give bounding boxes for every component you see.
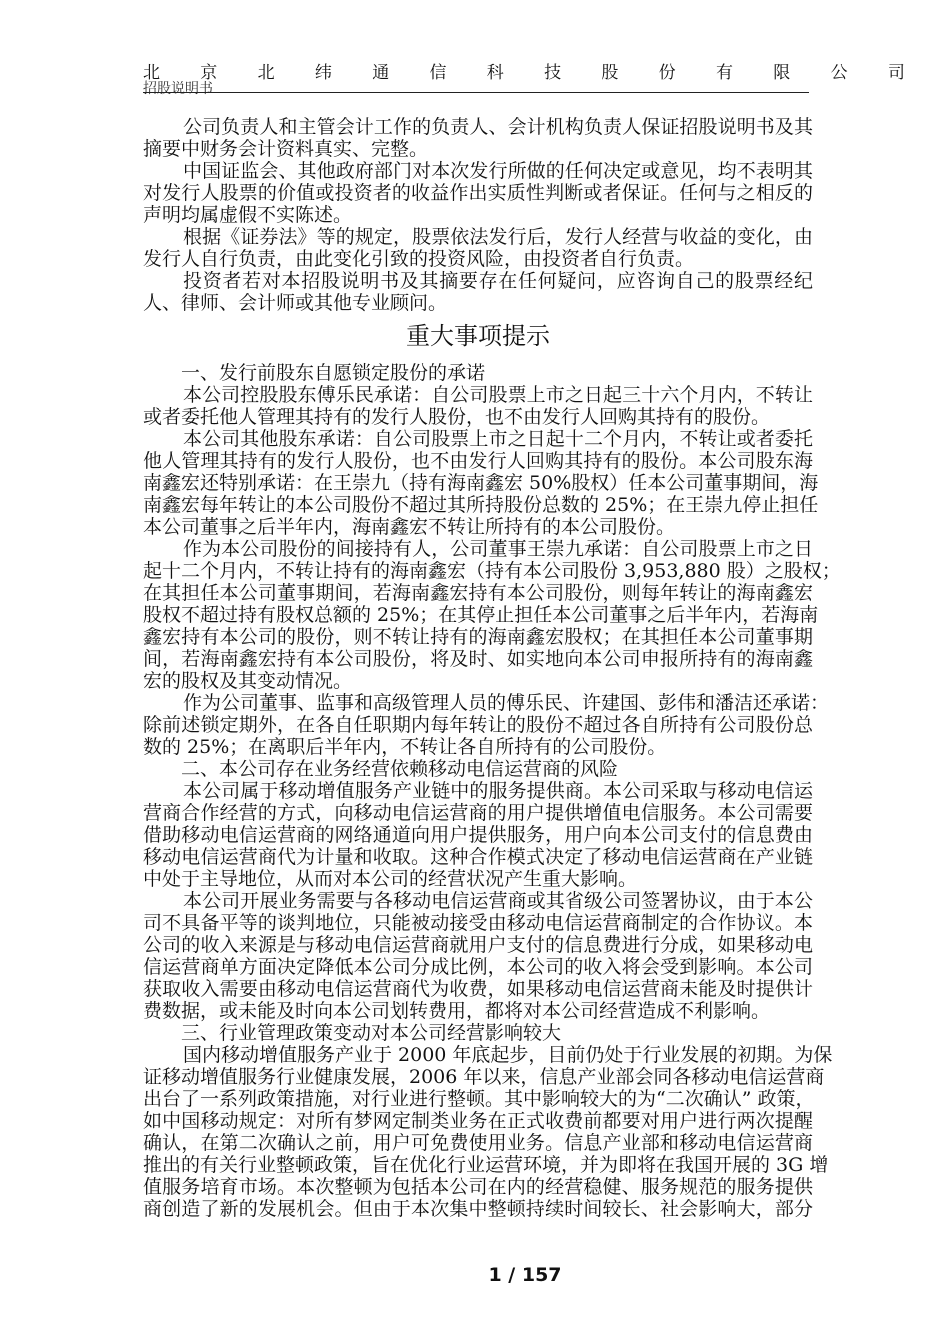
company-name-char: 有 [715,63,733,83]
text-line: 借助移动电信运营商的网络通道向用户提供服务，用户向本公司支付的信息费由 [143,824,813,846]
section-heading: 二、本公司存在业务经营依赖移动电信运营商的风险 [181,758,619,780]
company-name-char: 科 [486,63,504,83]
text-line: 声明均属虚假不实陈述。 [143,204,353,226]
text-line: 费数据，或未能及时向本公司划转费用，都将对本公司经营造成不利影响。 [143,1000,771,1022]
company-name-char: 技 [544,63,562,83]
text-line: 起十二个月内，不转让持有的海南鑫宏（持有本公司股份 3,953,880 股）之股权； [143,560,841,582]
header-rule [143,92,809,93]
text-line: 根据《证券法》等的规定，股票依法发行后，发行人经营与收益的变化，由 [183,226,813,248]
text-line: 确认，在第二次确认之前，用户可免费使用业务。信息产业部和移动电信运营商 [143,1132,813,1154]
text-line: 证移动增值服务行业健康发展，2006 年以来，信息产业部会同各移动电信运营商 [143,1066,825,1088]
text-line: 公司负责人和主管会计工作的负责人、会计机构负责人保证招股说明书及其 [183,116,813,138]
text-line: 作为公司董事、监事和高级管理人员的傅乐民、许建国、彭伟和潘洁还承诺： [183,692,830,714]
text-line: 投资者若对本招股说明书及其摘要存在任何疑问，应咨询自己的股票经纪 [183,270,813,292]
text-line: 发行人自行负责，由此变化引致的投资风险，由投资者自行负责。 [143,248,695,270]
text-line: 如中国移动规定：对所有梦网定制类业务在正式收费前都要对用户进行两次提醒 [143,1110,813,1132]
text-line: 人、律师、会计师或其他专业顾问。 [143,292,448,314]
text-line: 在其担任本公司董事期间，若海南鑫宏持有本公司股份，则每年转让的海南鑫宏 [143,582,813,604]
text-line: 国内移动增值服务产业于 2000 年底起步，目前仍处于行业发展的初期。为保 [183,1044,833,1066]
paragraph [143,538,841,692]
company-name-char: 北 [257,63,275,83]
text-line: 本公司开展业务需要与各移动电信运营商或其省级公司签署协议，由于本公 [183,890,813,912]
paragraph [143,890,813,1022]
company-name-char: 司 [887,63,905,83]
text-line: 推出的有关行业整顿政策，旨在优化行业运营环境，并为即将在我国开展的 3G 增 [143,1154,829,1176]
text-line: 本公司其他股东承诺：自公司股票上市之日起十二个月内，不转让或者委托 [183,428,813,450]
text-line: 间，若海南鑫宏持有本公司股份，将及时、如实地向本公司申报所持有的海南鑫 [143,648,813,670]
running-header-company [143,58,905,83]
text-line: 本公司董事之后半年内，海南鑫宏不转让所持有的本公司股份。 [143,516,676,538]
paragraph [143,270,813,314]
paragraph [143,226,813,270]
section-heading: 三、行业管理政策变动对本公司经营影响较大 [181,1022,562,1044]
document-body [143,116,841,1220]
text-line: 营商合作经营的方式，向移动电信运营商的用户提供增值电信服务。本公司需要 [143,802,813,824]
text-line: 本公司属于移动增值服务产业链中的服务提供商。本公司采取与移动电信运 [183,780,813,802]
company-name-char: 京 [200,63,218,83]
company-name-char: 北 [143,63,160,83]
text-line: 数的 25%；在离职后半年内，不转让各自所持有的公司股份。 [143,736,667,758]
page-number: 1 / 157 [488,1264,562,1286]
text-line: 商创造了新的发展机会。但由于本次集中整顿持续时间较长、社会影响大，部分 [143,1198,813,1220]
paragraph [143,116,813,160]
company-name-char: 份 [658,63,676,83]
text-line: 公司的收入来源是与移动电信运营商就用户支付的信息费进行分成，如果移动电 [143,934,813,956]
text-line: 股权不超过持有股权总额的 25%；在其停止担任本公司董事之后半年内，若海南 [143,604,819,626]
text-line: 值服务培育市场。本次整顿为包括本公司在内的经营稳健、服务规范的服务提供 [143,1176,813,1198]
text-line: 中处于主导地位，从而对本公司的经营状况产生重大影响。 [143,868,638,890]
company-name-char: 股 [601,63,619,83]
paragraph [143,692,830,758]
text-line: 或者委托他人管理其持有的发行人股份，也不由发行人回购其持有的股份。 [143,406,771,428]
company-name-char: 限 [773,63,791,83]
section-heading: 一、发行前股东自愿锁定股份的承诺 [181,362,486,384]
text-line: 出台了一系列政策措施，对行业进行整顿。其中影响较大的为“二次确认” 政策， [143,1088,815,1110]
text-line: 他人管理其持有的发行人股份，也不由发行人回购其持有的股份。本公司股东海 [143,450,813,472]
text-line: 南鑫宏还特别承诺：在王崇九（持有海南鑫宏 50%股权）任本公司董事期间，海 [143,472,819,494]
text-line: 信运营商单方面决定降低本公司分成比例，本公司的收入将会受到影响。本公司 [143,956,813,978]
paragraph [143,160,813,226]
running-header-doc-name: 招股说明书 [143,81,213,97]
company-name-char: 公 [830,63,848,83]
paragraph [143,780,813,890]
text-line: 获取收入需要由移动电信运营商代为收费，如果移动电信运营商未能及时提供计 [143,978,813,1000]
paragraph [143,384,813,428]
company-name-char: 信 [429,63,447,83]
text-line: 摘要中财务会计资料真实、完整。 [143,138,429,160]
text-line: 司不具备平等的谈判地位，只能被动接受由移动电信运营商制定的合作协议。本 [143,912,813,934]
text-line: 对发行人股票的价值或投资者的收益作出实质性判断或者保证。任何与之相反的 [143,182,813,204]
text-line: 中国证监会、其他政府部门对本次发行所做的任何决定或意见，均不表明其 [183,160,813,182]
paragraph [143,428,819,538]
text-line: 宏的股权及其变动情况。 [143,670,353,692]
text-line: 移动电信运营商代为计量和收取。这种合作模式决定了移动电信运营商在产业链 [143,846,813,868]
company-name-char: 纬 [314,63,332,83]
section-title: 重大事项提示 [406,322,550,350]
text-line: 除前述锁定期外，在各自任职期内每年转让的股份不超过各自所持有公司股份总 [143,714,813,736]
text-line: 南鑫宏每年转让的本公司股份不超过其所持股份总数的 25%；在王崇九停止担任 [143,494,819,516]
text-line: 作为本公司股份的间接持有人，公司董事王崇九承诺：自公司股票上市之日 [183,538,813,560]
company-name-char: 通 [372,63,390,83]
paragraph [143,1044,833,1220]
text-line: 本公司控股股东傅乐民承诺：自公司股票上市之日起三十六个月内，不转让 [183,384,813,406]
text-line: 鑫宏持有本公司的股份，则不转让持有的海南鑫宏股权；在其担任本公司董事期 [143,626,813,648]
